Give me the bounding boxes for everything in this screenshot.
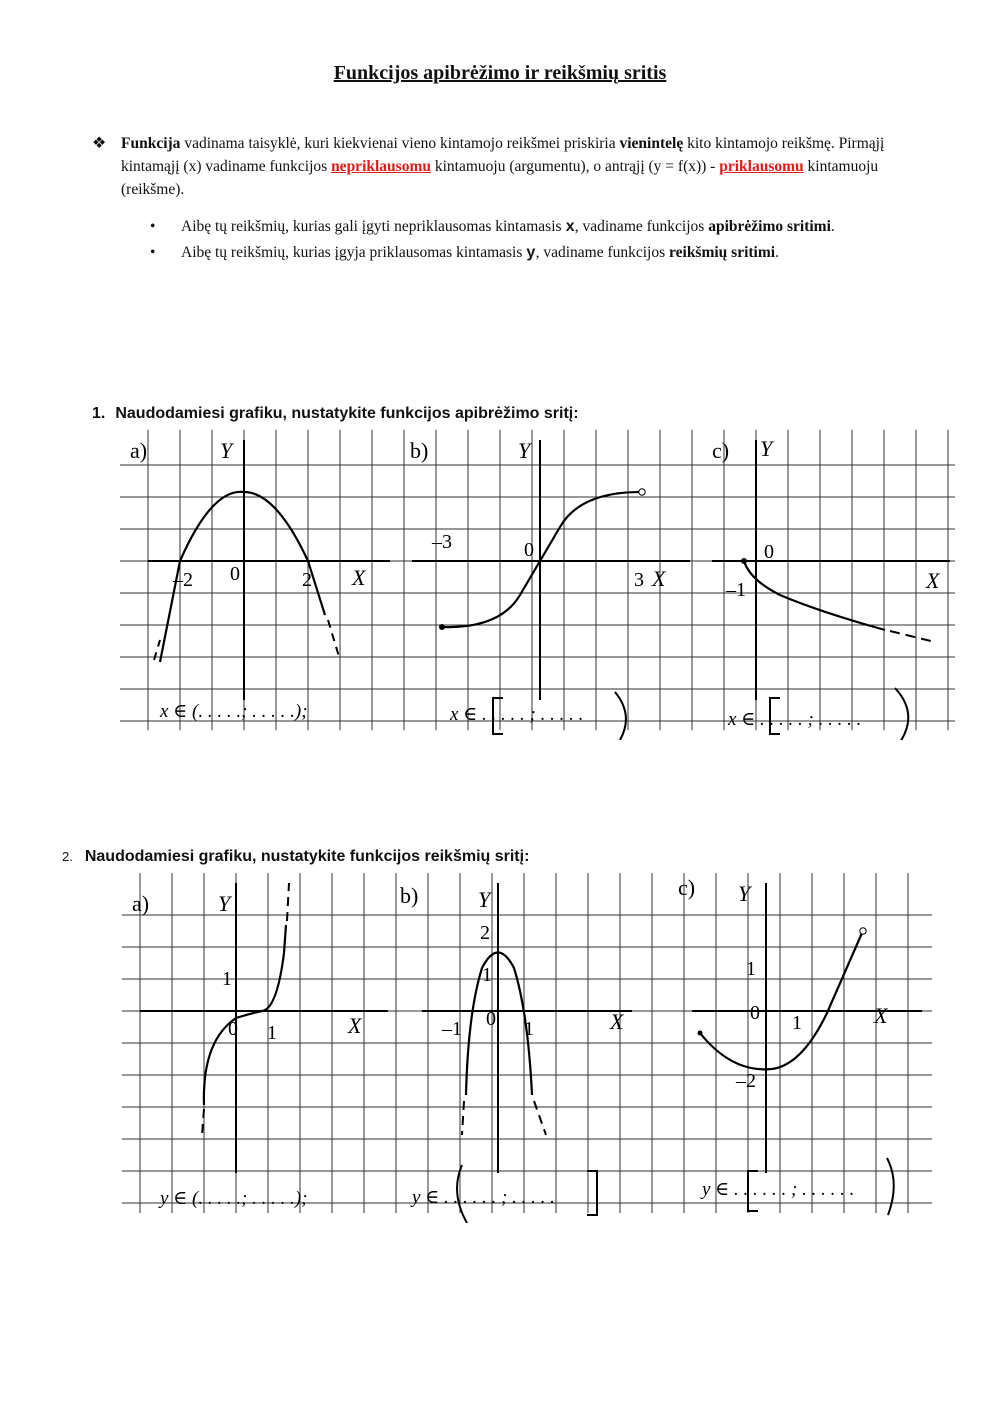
tick-label: 1 (222, 968, 232, 990)
graph-letter: a) (130, 438, 148, 463)
tick-label: 1 (482, 964, 492, 986)
grid (120, 430, 955, 730)
task2-heading (62, 848, 529, 866)
intro-text (121, 132, 912, 201)
intro-text-part: vadinama taisyklė, kuri kiekvienai vieno kintamojo reikšmei priskiria (180, 135, 620, 152)
intro-text-part: kito kintamojo reikšmę. Pirmąjį kintamąjį (x) vadiname funkcijos (121, 135, 885, 175)
x-axis-label: X (352, 565, 366, 590)
tick-label: 3 (634, 569, 644, 591)
curve-2a-dashed (202, 883, 289, 1135)
term-reiksmiu-sritimi: reikšmių sritimi (669, 244, 776, 261)
handwritten-paren (895, 688, 908, 740)
x-axis-label: X (926, 568, 940, 593)
open-endpoint (639, 489, 645, 495)
term-vienintele: vienintelę (619, 135, 684, 152)
graph-letter: a) (132, 891, 150, 916)
open-endpoint (860, 928, 866, 934)
x-axis-label: X (610, 1009, 624, 1034)
graph-letter: b) (410, 438, 429, 463)
intro-text-part: kintamuoju (argumentu), o antrąjį (y = f(x)) - (430, 158, 720, 175)
origin-label: 0 (524, 539, 534, 561)
tick-label: 1 (746, 958, 756, 980)
bullet-icon: • (150, 244, 156, 261)
x-axis-label: X (652, 566, 666, 591)
tick-label: –1 (726, 579, 746, 601)
answer-line[interactable]: y ∈ (. . . . .; . . . . .); (160, 1188, 308, 1209)
curve-2a (204, 925, 286, 1105)
closed-endpoint (741, 558, 747, 564)
y-axis-label: Y (760, 436, 773, 461)
graph-letter: b) (400, 883, 419, 908)
handwritten-paren (615, 692, 626, 740)
origin-label: 0 (486, 1008, 496, 1030)
variable-y: y (526, 244, 536, 262)
task2-text: Naudodamiesi grafiku, nustatykite funkcijos reikšmių sritį: (84, 848, 530, 865)
tick-label: –1 (442, 1018, 462, 1040)
definition-text: Aibę tų reikšmių, kurias įgyja priklausomas kintamasis (181, 244, 527, 261)
x-axis-label: X (348, 1013, 362, 1038)
definition-text: , vadiname funkcijos (574, 218, 709, 235)
handwritten-paren (887, 1158, 894, 1215)
graph-1b (410, 438, 690, 740)
graph-letter: c) (712, 438, 730, 463)
closed-endpoint (439, 624, 445, 630)
tick-label: –3 (432, 531, 452, 553)
definition-domain (148, 215, 940, 239)
definition-text: , vadiname funkcijos (535, 244, 670, 261)
tick-label: –2 (736, 1070, 756, 1092)
curve-1a-dashed (154, 620, 340, 660)
y-axis-label: Y (220, 438, 233, 463)
term-funkcija: Funkcija (121, 135, 181, 152)
page-title: Funkcijos apibrėžimo ir reikšmių sritis (333, 62, 667, 84)
answer-line[interactable]: x ∈ (. . . . .; . . . . .); (160, 701, 308, 722)
term-apibrezimo-sritimi: apibrėžimo sritimi (708, 218, 831, 235)
answer-line[interactable]: x ∈ . . . . . ; . . . . . (450, 704, 584, 725)
answer-line[interactable]: y ∈ . . . . . . ; . . . . . . (702, 1179, 855, 1200)
origin-label: 0 (230, 563, 240, 585)
curve-1c (744, 561, 885, 630)
graph-2a (132, 883, 388, 1209)
origin-label: 0 (750, 1002, 760, 1024)
origin-label: 0 (228, 1018, 238, 1040)
curve-1c-dashed (890, 631, 935, 642)
tick-label: 1 (267, 1022, 277, 1044)
graph-1a (130, 438, 390, 722)
curve-2c (700, 933, 862, 1069)
task2-number: 2. (62, 849, 73, 864)
intro-paragraph (92, 132, 912, 201)
y-axis-label: Y (478, 887, 491, 912)
definition-range (148, 241, 940, 265)
tick-label: 1 (792, 1012, 802, 1034)
graph-1c (712, 436, 950, 740)
task2-figure (122, 873, 932, 1223)
variable-x: x (565, 218, 575, 236)
x-axis-label: X (874, 1003, 888, 1028)
answer-line[interactable]: y ∈ . . . . . . ; . . . . . (412, 1187, 555, 1208)
definitions-list (148, 215, 940, 267)
intro-text-part: kintamuoju (reikšme). (121, 158, 879, 198)
tick-label: –2 (173, 569, 193, 591)
y-axis-label: Y (738, 881, 751, 906)
bullet-icon: • (150, 218, 156, 235)
task1-text: Naudodamiesi grafiku, nustatykite funkcijos apibrėžimo sritį: (115, 405, 579, 422)
answer-line[interactable]: x ∈ . . . . . ; . . . . . (728, 709, 862, 730)
definition-text: . (775, 244, 779, 261)
task1-heading (92, 405, 579, 423)
task1-figure (120, 430, 955, 740)
tick-label: 2 (480, 922, 490, 944)
definition-text: . (830, 218, 835, 235)
y-axis-label: Y (518, 438, 531, 463)
y-axis-label: Y (218, 891, 231, 916)
diamond-bullet-icon: ❖ (92, 135, 107, 152)
curve-2b-dashed (462, 1101, 546, 1135)
graph-letter: c) (678, 875, 696, 900)
origin-label: 0 (764, 541, 774, 563)
term-priklausomu: priklausomu (719, 158, 804, 175)
closed-endpoint (698, 1031, 703, 1036)
definition-text: Aibę tų reikšmių, kurias gali įgyti nepriklausomas kintamasis (181, 218, 566, 235)
term-nepriklausomu: nepriklausomu (331, 158, 431, 175)
graph-2c (678, 875, 922, 1215)
tick-label: 2 (302, 569, 312, 591)
tick-label: 1 (524, 1018, 534, 1040)
graph-2b (400, 883, 632, 1223)
task1-number: 1. (92, 405, 106, 422)
